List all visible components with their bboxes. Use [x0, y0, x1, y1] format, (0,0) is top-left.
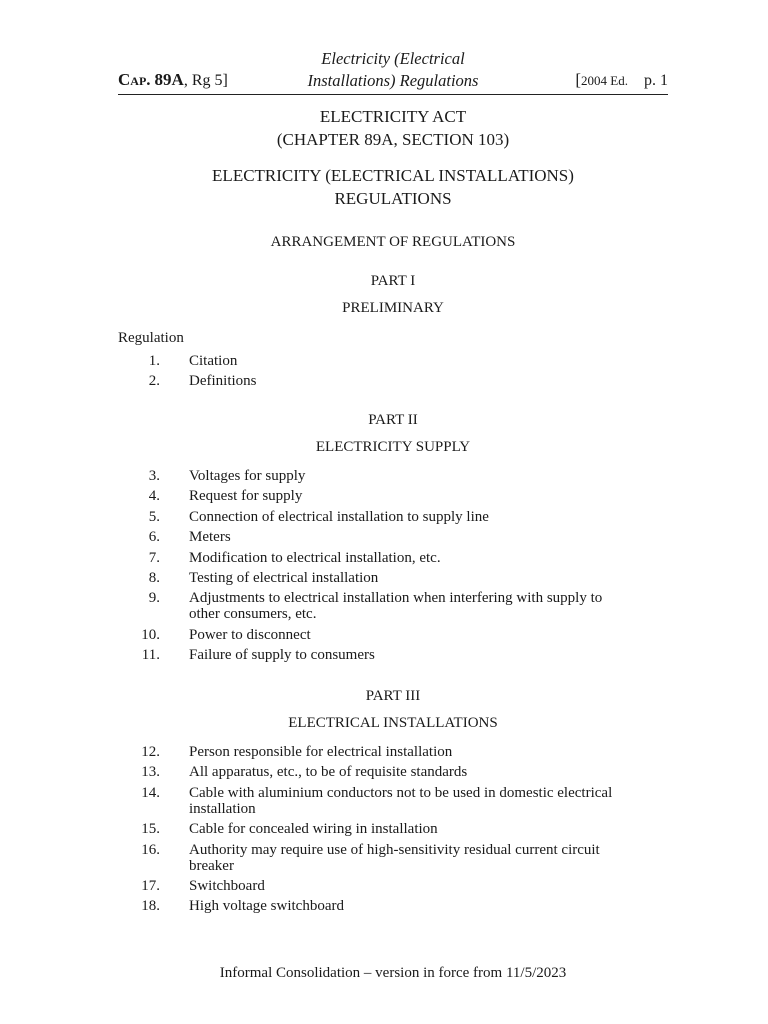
list-item [118, 468, 678, 484]
item-text: Adjustments to electrical installation when interfering with supply to other consumers, etc. [189, 590, 603, 623]
item-text: Citation [189, 353, 238, 369]
item-text: Authority may require use of high-sensitivity residual current circuit breaker [189, 841, 600, 874]
item-text: Definitions [189, 373, 257, 390]
list-item [118, 842, 678, 874]
item-number: 15. [141, 821, 160, 838]
cap-label: Cap. [118, 70, 151, 89]
regulations-title-line2: REGULATIONS [334, 189, 452, 208]
item-text: Switchboard [189, 877, 265, 894]
item-number: 4. [148, 488, 160, 505]
running-title-line2: Installations) Regulations [307, 71, 479, 90]
list-item [118, 550, 678, 566]
running-header [118, 48, 668, 95]
item-text: Cable for concealed wiring in installation [189, 821, 438, 838]
list-item [118, 878, 678, 894]
item-text: Request for supply [189, 488, 303, 505]
part-title: ELECTRICAL INSTALLATIONS [288, 715, 498, 731]
item-number: 18. [141, 898, 160, 915]
edition-page [575, 70, 668, 90]
page-number: p. 1 [644, 72, 668, 89]
regulation-list-part-1 [118, 353, 678, 394]
item-number: 10. [141, 626, 160, 643]
item-text: Failure of supply to consumers [189, 647, 375, 664]
list-item [118, 647, 678, 663]
regulations-title-line1: ELECTRICITY (ELECTRICAL INSTALLATIONS) [212, 166, 574, 185]
list-item [118, 898, 678, 914]
regulation-list-part-2 [118, 468, 678, 668]
item-number: 2. [148, 373, 160, 390]
list-item [118, 570, 678, 586]
list-item [118, 744, 678, 760]
part-title: ELECTRICITY SUPPLY [315, 439, 471, 455]
list-item [118, 785, 678, 817]
list-item [118, 590, 678, 622]
item-number: 9. [148, 590, 160, 607]
list-item [118, 627, 678, 643]
act-title [118, 105, 668, 151]
list-item [118, 373, 678, 389]
item-number: 5. [148, 508, 160, 525]
item-number: 16. [141, 841, 160, 858]
item-text: Meters [189, 529, 231, 546]
running-title [286, 48, 500, 92]
item-number: 8. [148, 569, 160, 586]
running-title-line1: Electricity (Electrical [321, 49, 465, 68]
list-item [118, 488, 678, 504]
item-text: Power to disconnect [189, 626, 311, 643]
list-item [118, 764, 678, 780]
list-item [118, 509, 678, 525]
item-text: High voltage switchboard [189, 898, 344, 915]
regulation-column-label: Regulation [118, 330, 184, 346]
act-title-line1: ELECTRICITY ACT [319, 107, 467, 126]
regulations-title [118, 164, 668, 210]
item-number: 7. [148, 549, 160, 566]
item-text: Cable with aluminium conductors not to be used in domestic electrical installation [189, 784, 613, 817]
item-text: Voltages for supply [189, 468, 306, 484]
item-text: Connection of electrical installation to supply line [189, 508, 489, 525]
item-number: 12. [141, 744, 160, 760]
part-label: PART II [368, 412, 418, 428]
item-number: 3. [148, 468, 160, 484]
chapter-reference [118, 70, 228, 90]
edition-label: 2004 Ed. [581, 73, 628, 88]
cap-number: 89A [154, 70, 184, 89]
edition-bracket: [ [575, 70, 582, 89]
list-item [118, 821, 678, 837]
item-number: 1. [148, 353, 160, 369]
item-number: 14. [141, 784, 160, 801]
arrangement-heading: ARRANGEMENT OF REGULATIONS [270, 234, 516, 250]
item-text: Modification to electrical installation, etc. [189, 549, 441, 566]
part-label: PART I [370, 273, 416, 289]
item-text: All apparatus, etc., to be of requisite standards [189, 764, 468, 781]
item-number: 17. [141, 877, 160, 894]
list-item [118, 529, 678, 545]
item-number: 11. [141, 647, 160, 664]
part-title: PRELIMINARY [342, 300, 444, 316]
part-label: PART III [365, 688, 421, 704]
consolidation-footer: Informal Consolidation – version in force from 11/5/2023 [219, 965, 567, 981]
act-title-line2: (CHAPTER 89A, SECTION 103) [276, 130, 510, 149]
item-number: 6. [148, 529, 160, 546]
item-text: Person responsible for electrical installation [189, 744, 453, 760]
regulation-list-part-3 [118, 744, 678, 919]
cap-rest: , Rg 5] [183, 72, 228, 89]
item-text: Testing of electrical installation [189, 569, 379, 586]
item-number: 13. [141, 764, 160, 781]
list-item [118, 353, 678, 369]
